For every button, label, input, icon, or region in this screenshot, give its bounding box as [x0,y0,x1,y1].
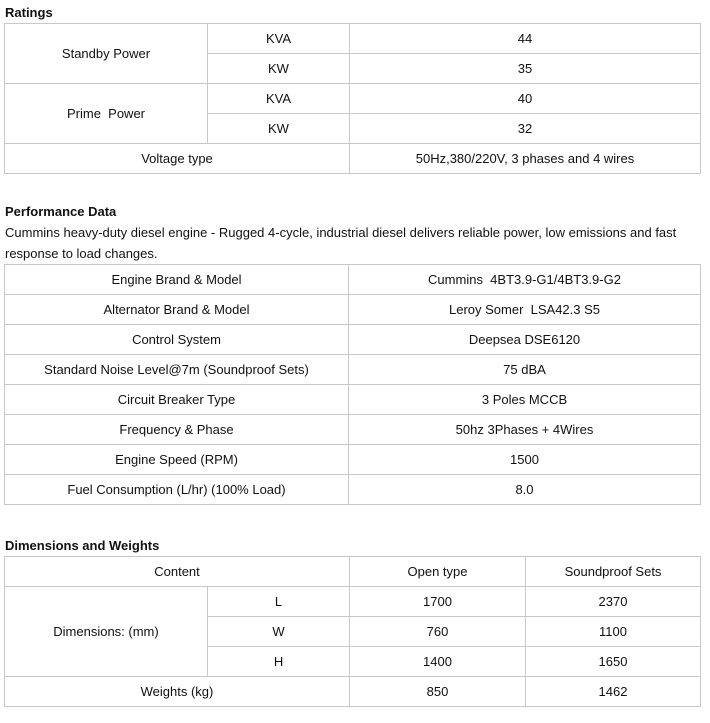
weights-soundproof-value: 1462 [526,677,701,707]
open-type-header: Open type [350,557,526,587]
unit-cell: KVA [208,24,350,54]
weights-label: Weights (kg) [5,677,350,707]
spec-label-cell: Alternator Brand & Model [5,295,349,325]
spec-label-cell: Frequency & Phase [5,415,349,445]
value-cell: 35 [350,54,701,84]
spec-label-cell: Fuel Consumption (L/hr) (100% Load) [5,475,349,505]
content-header: Content [5,557,350,587]
table-row [5,24,701,54]
spec-label-cell: Engine Speed (RPM) [5,445,349,475]
open-value-cell: 1400 [350,647,526,677]
spec-label-cell: Engine Brand & Model [5,265,349,295]
spec-value-cell: 3 Poles MCCB [349,385,701,415]
axis-cell: H [208,647,350,677]
table-row [5,325,701,355]
open-value-cell: 760 [350,617,526,647]
dimensions-heading: Dimensions and Weights [5,538,160,553]
value-cell: 32 [350,114,701,144]
voltage-type-label: Voltage type [5,144,350,174]
axis-cell: W [208,617,350,647]
unit-cell: KW [208,54,350,84]
performance-table [4,264,701,505]
table-row [5,587,701,617]
table-row [5,677,701,707]
spec-value-cell: 8.0 [349,475,701,505]
ratings-heading: Ratings [5,5,53,20]
ratings-table [4,23,701,174]
spec-label-cell: Standard Noise Level@7m (Soundproof Sets) [5,355,349,385]
spec-value-cell: Leroy Somer LSA42.3 S5 [349,295,701,325]
soundproof-value-cell: 1100 [526,617,701,647]
table-row [5,144,701,174]
spec-value-cell: Cummins 4BT3.9-G1/4BT3.9-G2 [349,265,701,295]
spec-value-cell: 1500 [349,445,701,475]
spec-value-cell: 75 dBA [349,355,701,385]
spec-label-cell: Circuit Breaker Type [5,385,349,415]
dimensions-table [4,556,701,707]
table-row [5,475,701,505]
spec-value-cell: Deepsea DSE6120 [349,325,701,355]
table-row [5,355,701,385]
dimensions-label: Dimensions: (mm) [5,587,208,677]
spec-label-cell: Control System [5,325,349,355]
unit-cell: KW [208,114,350,144]
axis-cell: L [208,587,350,617]
open-value-cell: 1700 [350,587,526,617]
unit-cell: KVA [208,84,350,114]
table-row [5,84,701,114]
spec-value-cell: 50hz 3Phases + 4Wires [349,415,701,445]
table-header-row [5,557,701,587]
table-row [5,415,701,445]
table-row [5,295,701,325]
soundproof-value-cell: 2370 [526,587,701,617]
weights-open-value: 850 [350,677,526,707]
voltage-type-value: 50Hz,380/220V, 3 phases and 4 wires [350,144,701,174]
table-row [5,265,701,295]
value-cell: 40 [350,84,701,114]
soundproof-header: Soundproof Sets [526,557,701,587]
value-cell: 44 [350,24,701,54]
performance-heading: Performance Data [5,204,117,219]
table-row [5,445,701,475]
performance-description: Cummins heavy-duty diesel engine - Rugged 4-cycle, industrial diesel delivers reliable power, low emissions and fast response to load changes. [5,225,677,261]
standby-power-label: Standby Power [5,24,208,84]
prime-power-label: Prime Power [5,84,208,144]
table-row [5,385,701,415]
soundproof-value-cell: 1650 [526,647,701,677]
